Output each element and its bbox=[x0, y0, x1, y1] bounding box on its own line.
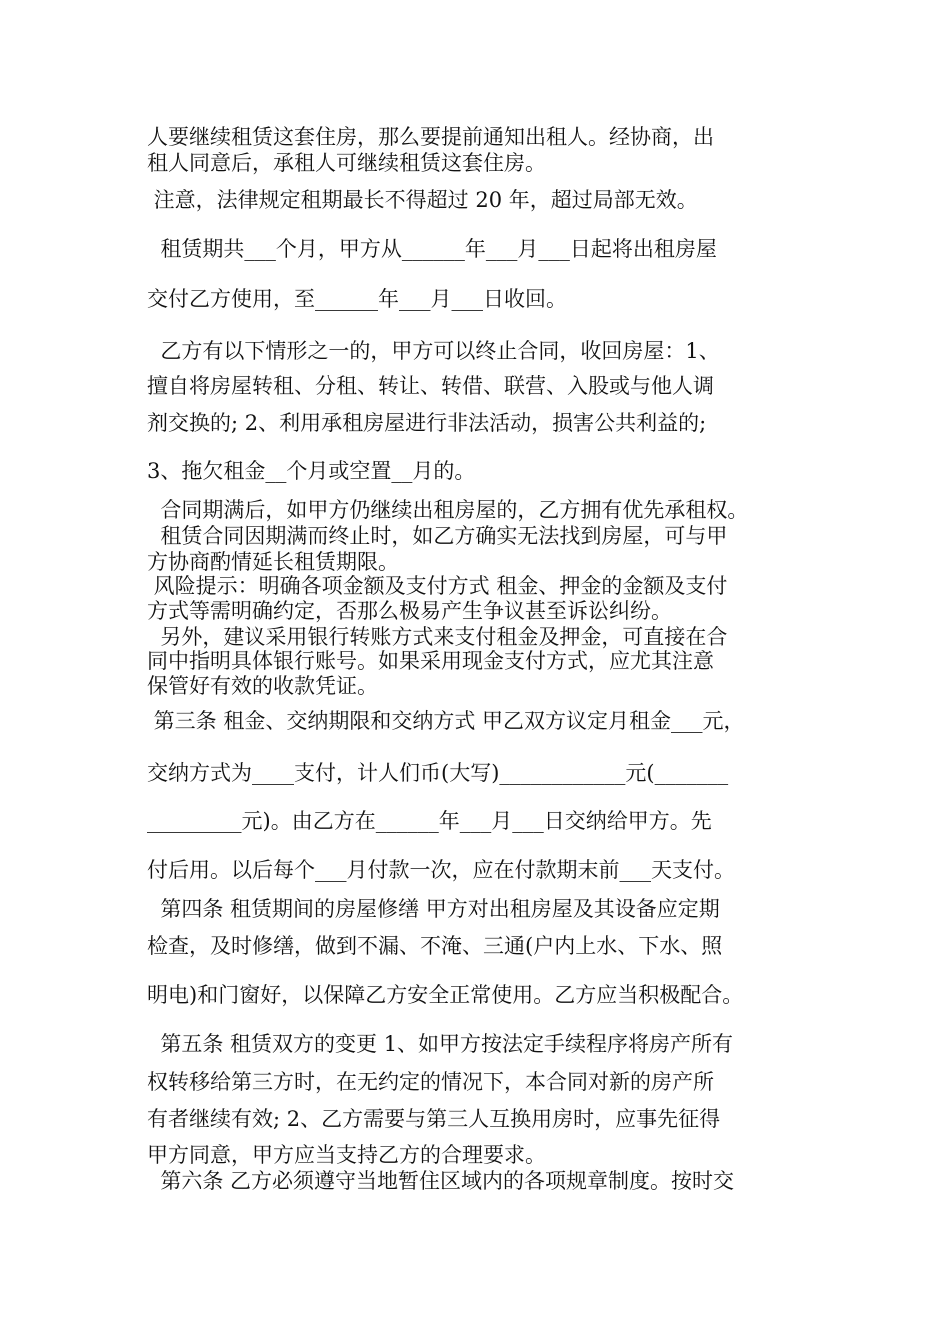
text-line: 另外，建议采用银行转账方式来支付租金及押金，可直接在合 bbox=[147, 625, 728, 649]
text-line: 交纳方式为____支付，计人们币(大写)____________元(_______ bbox=[147, 761, 729, 785]
text-line: 乙方有以下情形之一的，甲方可以终止合同，收回房屋：1、 bbox=[147, 339, 720, 363]
text-line: _________元)。由乙方在______年___月___日交纳给甲方。先 bbox=[147, 809, 712, 833]
text-line: 方式等需明确约定，否那么极易产生争议甚至诉讼纠纷。 bbox=[147, 599, 672, 623]
text-line: 检查，及时修缮，做到不漏、不淹、三通(户内上水、下水、照 bbox=[147, 934, 723, 958]
text-line: 保管好有效的收款凭证。 bbox=[147, 674, 378, 698]
text-line: 方协商酌情延长租赁期限。 bbox=[147, 550, 399, 574]
text-line: 权转移给第三方时，在无约定的情况下，本合同对新的房产所 bbox=[147, 1070, 714, 1094]
text-line: 有者继续有效; 2、乙方需要与第三人互换用房时，应事先征得 bbox=[147, 1107, 721, 1131]
text-line: 剂交换的; 2、利用承租房屋进行非法活动，损害公共利益的; bbox=[147, 411, 707, 435]
text-line: 甲方同意，甲方应当支持乙方的合理要求。 bbox=[147, 1143, 546, 1167]
text-line: 第五条 租赁双方的变更 1、如甲方按法定手续程序将房产所有 bbox=[147, 1032, 734, 1056]
text-line: 第三条 租金、交纳期限和交纳方式 甲乙双方议定月租金___元， bbox=[147, 709, 745, 733]
text-line: 3、拖欠租金__个月或空置__月的。 bbox=[147, 459, 476, 483]
text-line: 擅自将房屋转租、分租、转让、转借、联营、入股或与他人调 bbox=[147, 374, 714, 398]
text-line: 付后用。以后每个___月付款一次，应在付款期末前___天支付。 bbox=[147, 858, 735, 882]
text-line: 注意，法律规定租期最长不得超过 20 年，超过局部无效。 bbox=[147, 188, 698, 212]
text-line: 租赁合同因期满而终止时，如乙方确实无法找到房屋，可与甲 bbox=[147, 524, 728, 548]
text-line: 风险提示：明确各项金额及支付方式 租金、押金的金额及支付 bbox=[147, 574, 728, 598]
text-line: 同中指明具体银行账号。如果采用现金支付方式，应尤其注意 bbox=[147, 649, 714, 673]
text-line: 人要继续租赁这套住房，那么要提前通知出租人。经协商，出 bbox=[147, 125, 714, 149]
text-line: 租人同意后，承租人可继续租赁这套住房。 bbox=[147, 151, 546, 175]
text-line: 合同期满后，如甲方仍继续出租房屋的，乙方拥有优先承租权。 bbox=[147, 498, 749, 522]
text-line: 租赁期共___个月，甲方从______年___月___日起将出租房屋 bbox=[147, 237, 717, 261]
text-line: 交付乙方使用，至______年___月___日收回。 bbox=[147, 287, 567, 311]
text-line: 第四条 租赁期间的房屋修缮 甲方对出租房屋及其设备应定期 bbox=[147, 897, 720, 921]
text-line: 明电)和门窗好，以保障乙方安全正常使用。乙方应当积极配合。 bbox=[147, 983, 744, 1007]
text-line: 第六条 乙方必须遵守当地暂住区域内的各项规章制度。按时交 bbox=[147, 1169, 735, 1193]
